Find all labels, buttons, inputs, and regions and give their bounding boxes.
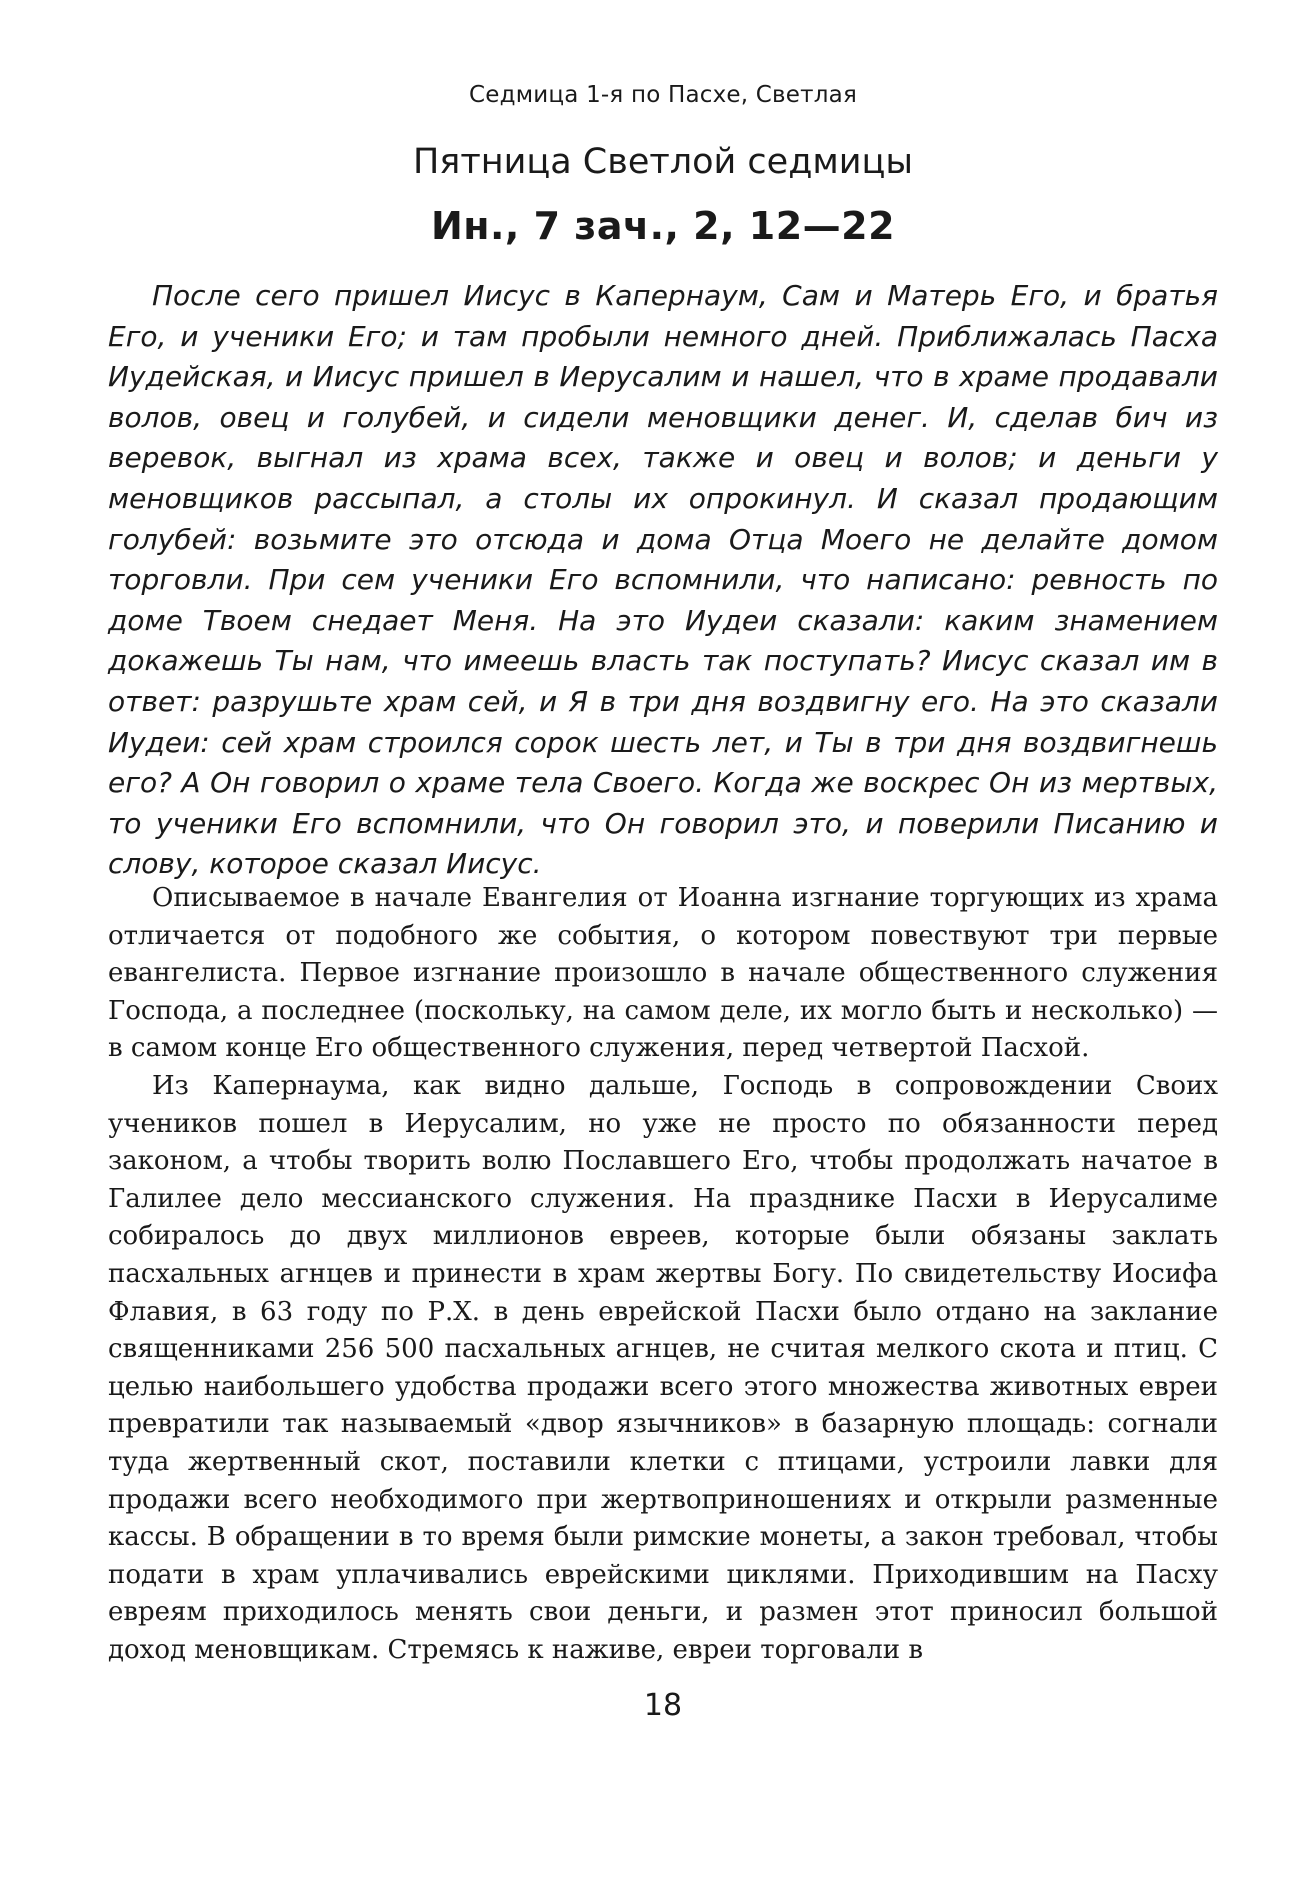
commentary-paragraph: Описываемое в начале Евангелия от Иоанна изгнание торгующих из храма отличается от подобного же события, о котором повествуют три первые евангелиста. Первое изгнание произошло в начале общественного служения Господа, а последнее (поскольку, на самом деле, их могло быть и несколько) — в самом конце Его общественного служения, перед четвертой Пасхой. (108, 883, 1218, 1064)
commentary (108, 880, 1218, 1669)
page-number: 18 (643, 1688, 683, 1723)
gospel-reading-reference: Ин., 7 зач., 2, 12—22 (430, 204, 896, 248)
page-title: Пятница Светлой седмицы (412, 142, 913, 182)
running-head: Седмица 1-я по Пасхе, Светлая (469, 82, 857, 108)
scripture-passage: После сего пришел Иисус в Капернаум, Сам и Матерь Его, и братья Его, и ученики Его; и там пробыли немного дней. Приближалась Пасха Иудейская, и Иисус пришел в Иерусалим и нашел, что в храме продавали волов, овец и голубей, и сидели меновщики денег. И, сделав бич из веревок, выгнал из храма всех, также и овец и волов; и деньги у меновщиков рассыпал, а столы их опрокинул. И сказал продающим голубей: возьмите это отсюда и дома Отца Моего не делайте домом торговли. При сем ученики Его вспомнили, что написано: ревность по доме Твоем снедает Меня. На это Иудеи сказали: каким знамением докажешь Ты нам, что имеешь власть так поступать? Иисус сказал им в ответ: разрушьте храм сей, и Я в три дня воздвигну его. На это сказали Иудеи: сей храм строился сорок шесть лет, и Ты в три дня воздвигнешь его? А Он говорил о храме тела Своего. Когда же воскрес Он из мертвых, то ученики Его вспомнили, что Он говорил это, и поверили Писанию и слову, которое сказал Иисус. (108, 279, 1218, 881)
commentary-paragraph: Из Капернаума, как видно дальше, Господь в сопровождении Своих учеников пошел в Иерусалим, но уже не просто по обязанности перед законом, а чтобы творить волю Пославшего Его, чтобы продолжать начатое в Галилее дело мессианского служения. На празднике Пасхи в Иерусалиме собиралось до двух миллионов евреев, которые были обязаны заклать пасхальных агнцев и принести в храм жертвы Богу. По свидетельству Иосифа Флавия, в 63 году по Р.Х. в день еврейской Пасхи было отдано на заклание священниками 256 500 пасхальных агнцев, не считая мелкого скота и птиц. С целью наибольшего удобства продажи всего этого множества животных евреи превратили так называемый «двор язычников» в базарную площадь: согнали туда жертвенный скот, поставили клетки с птицами, устроили лавки для продажи всего необходимого при жертвоприношениях и открыли разменные кассы. В обращении в то время были римские монеты, а закон требовал, чтобы подати в храм уплачивались еврейскими циклями. Приходившим на Пасху евреям приходилось менять свои деньги, и размен этот приносил большой доход меновщикам. Стремясь к наживе, евреи торговали в (108, 1070, 1218, 1665)
book-page (108, 0, 1218, 1883)
